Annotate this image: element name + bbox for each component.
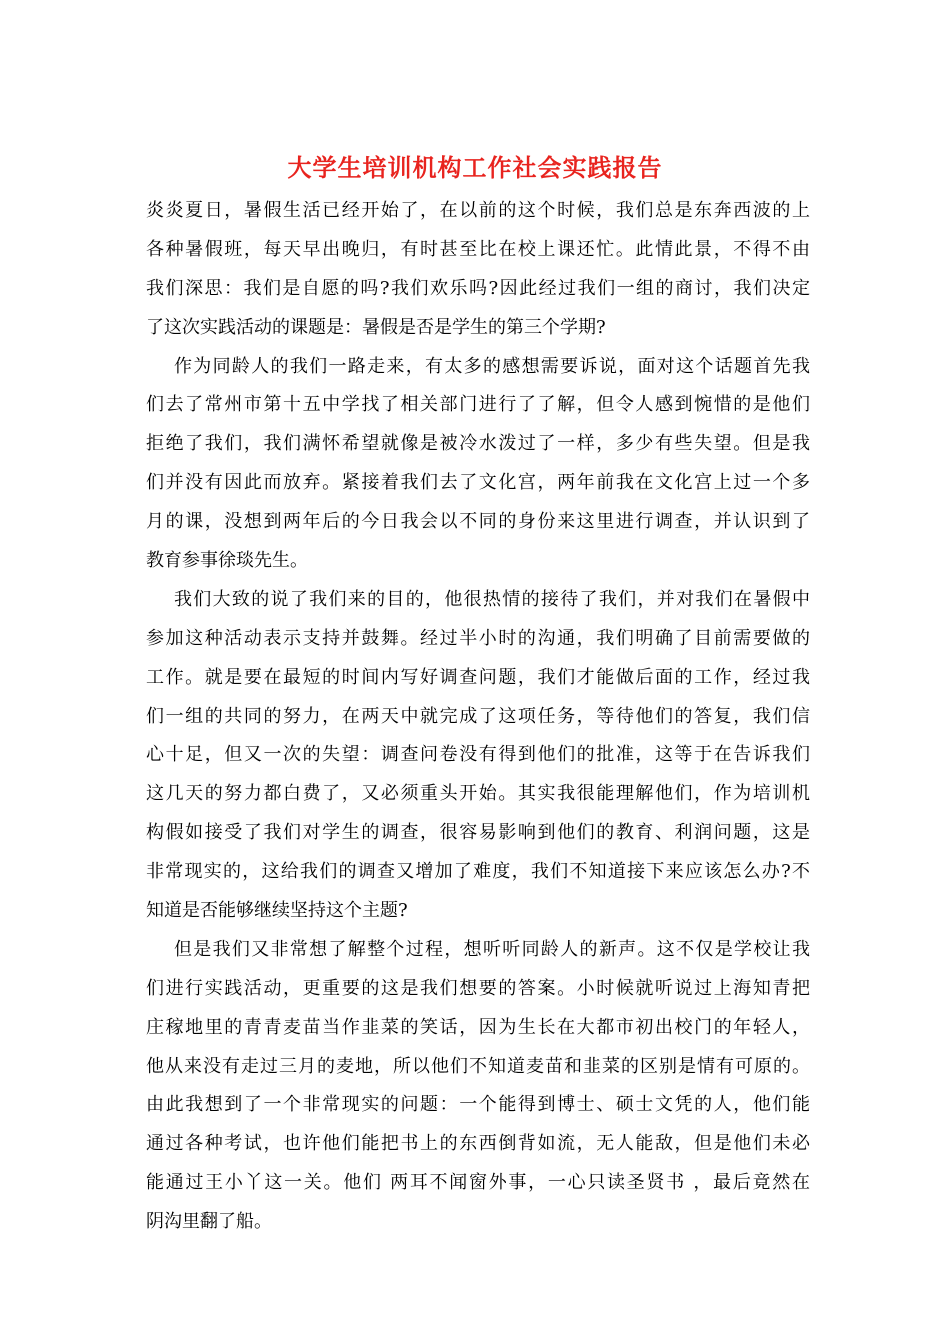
body-line: 知道是否能够继续坚持这个主题?	[146, 900, 408, 922]
body-line: 了这次实践活动的课题是：暑假是否是学生的第三个学期?	[146, 316, 606, 338]
body-line: 构假如接受了我们对学生的调查，很容易影响到他们的教育、利润问题，这是	[146, 822, 810, 844]
body-line: 阴沟里翻了船。	[146, 1211, 272, 1233]
body-line: 庄稼地里的青青麦苗当作韭菜的笑话，因为生长在大都市初出校门的年轻人，	[146, 1016, 810, 1038]
body-line: 参加这种活动表示支持并鼓舞。经过半小时的沟通，我们明确了目前需要做的	[146, 627, 810, 649]
body-line: 由此我想到了一个非常现实的问题：一个能得到博士、硕士文凭的人，他们能	[146, 1094, 810, 1116]
body-line: 炎炎夏日，暑假生活已经开始了，在以前的这个时候，我们总是东奔西波的上	[146, 200, 810, 221]
body-line: 非常现实的，这给我们的调查又增加了难度，我们不知道接下来应该怎么办?不	[146, 861, 810, 883]
body-line: 们一组的共同的努力，在两天中就完成了这项任务，等待他们的答复，我们信	[146, 705, 810, 727]
body-line: 月的课，没想到两年后的今日我会以不同的身份来这里进行调查，并认识到了	[146, 511, 810, 533]
body-line: 我们深思：我们是自愿的吗?我们欢乐吗?因此经过我们一组的商讨，我们决定	[146, 277, 810, 299]
body-line: 这几天的努力都白费了，又必须重头开始。其实我很能理解他们，作为培训机	[146, 783, 810, 805]
body-line: 心十足，但又一次的失望：调查问卷没有得到他们的批准，这等于在告诉我们	[146, 744, 810, 766]
body-line: 他从来没有走过三月的麦地，所以他们不知道麦苗和韭菜的区别是情有可原的。	[146, 1055, 810, 1077]
body-line: 们进行实践活动，更重要的这是我们想要的答案。小时候就听说过上海知青把	[146, 977, 810, 999]
body-line: 各种暑假班，每天早出晚归，有时甚至比在校上课还忙。此情此景，不得不由	[146, 238, 810, 260]
body-line: 作为同龄人的我们一路走来，有太多的感想需要诉说，面对这个话题首先我	[174, 355, 810, 377]
body-line: 们去了常州市第十五中学找了相关部门进行了了解，但令人感到惋惜的是他们	[146, 394, 810, 416]
body-line: 教育参事徐琰先生。	[146, 550, 308, 572]
body-line: 工作。就是要在最短的时间内写好调查问题，我们才能做后面的工作，经过我	[146, 666, 810, 688]
body-line: 能通过王小丫这一关。他们 两耳不闻窗外事，一心只读圣贤书 ，最后竟然在	[146, 1172, 810, 1194]
document-title: 大学生培训机构工作社会实践报告	[287, 153, 663, 182]
body-line: 们并没有因此而放弃。紧接着我们去了文化宫，两年前我在文化宫上过一个多	[146, 472, 810, 494]
body-line: 但是我们又非常想了解整个过程，想听听同龄人的新声。这不仅是学校让我	[174, 938, 810, 960]
body-line: 拒绝了我们，我们满怀希望就像是被冷水泼过了一样，多少有些失望。但是我	[146, 433, 810, 455]
body-line: 通过各种考试，也许他们能把书上的东西倒背如流，无人能敌，但是他们未必	[146, 1133, 810, 1155]
body-line: 我们大致的说了我们来的目的，他很热情的接待了我们，并对我们在暑假中	[174, 588, 810, 610]
document-body	[146, 192, 810, 1242]
